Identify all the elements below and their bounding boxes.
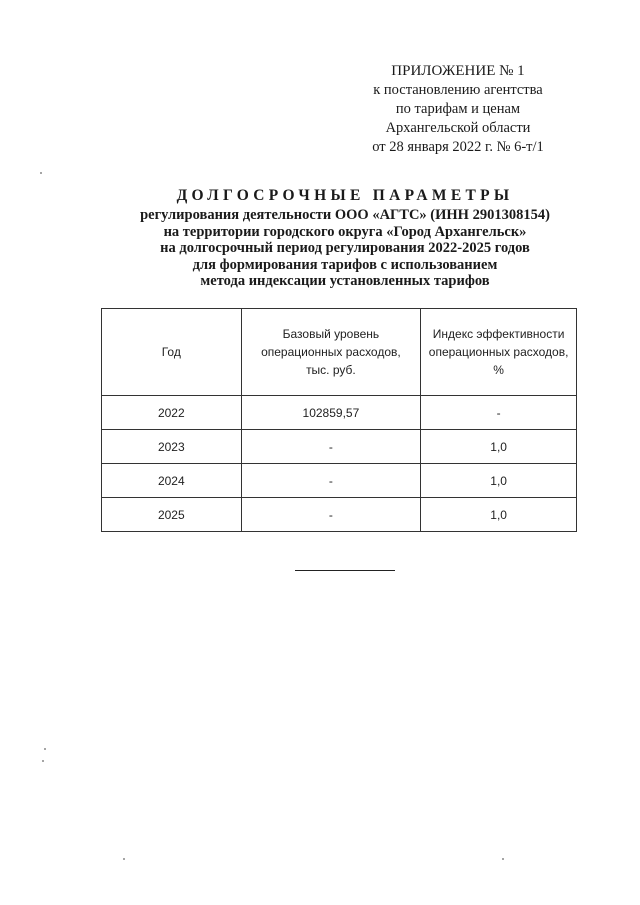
- cell-efficiency-index: 1,0: [421, 464, 577, 498]
- header-index-line-1: Индекс эффективности: [432, 327, 565, 341]
- scan-speck: [44, 748, 46, 750]
- document-title: ДОЛГОСРОЧНЫЕ ПАРАМЕТРЫ: [176, 187, 514, 204]
- cell-efficiency-index: -: [421, 396, 577, 430]
- cell-year: 2024: [102, 464, 242, 498]
- heading-line-organization: регулирования деятельности ООО «АГТС» (ИНН 2901308154): [140, 207, 550, 223]
- cell-base-level: -: [241, 464, 421, 498]
- table-row: [102, 430, 577, 464]
- header-base-line-1: Базовый уровень: [282, 327, 380, 341]
- table-header-row: [102, 309, 577, 396]
- table-row: [102, 464, 577, 498]
- scan-speck: [123, 858, 125, 860]
- header-index-line-3: %: [493, 363, 504, 377]
- appendix-number: ПРИЛОЖЕНИЕ № 1: [391, 63, 525, 79]
- scan-speck: [502, 858, 504, 860]
- scan-speck: [40, 172, 42, 174]
- header-base-line-3: тыс. руб.: [306, 363, 356, 377]
- cell-base-level: -: [241, 498, 421, 532]
- header-base-line-2: операционных расходов,: [261, 345, 401, 359]
- cell-year: 2022: [102, 396, 242, 430]
- closing-divider: [295, 570, 395, 571]
- header-base-level: [241, 309, 421, 396]
- heading-line-territory: на территории городского округа «Город Архангельск»: [163, 223, 527, 240]
- cell-efficiency-index: 1,0: [421, 498, 577, 532]
- document-heading: [60, 185, 630, 290]
- header-year: Год: [102, 309, 242, 396]
- heading-line-method: метода индексации установленных тарифов: [200, 273, 490, 290]
- cell-efficiency-index: 1,0: [421, 430, 577, 464]
- table-row: [102, 498, 577, 532]
- heading-line-purpose: для формирования тарифов с использованием: [192, 256, 498, 273]
- appendix-line-date: от 28 января 2022 г. № 6-т/1: [372, 139, 544, 155]
- parameters-table: [101, 308, 577, 532]
- header-efficiency-index: [421, 309, 577, 396]
- cell-base-level: -: [241, 430, 421, 464]
- appendix-block: [340, 62, 576, 157]
- appendix-line-region: Архангельской области: [385, 120, 531, 136]
- heading-line-period: на долгосрочный период регулирования 2022-2025 годов: [160, 240, 530, 257]
- header-index-line-2: операционных расходов,: [428, 345, 569, 359]
- appendix-line-resolution: к постановлению агентства: [373, 82, 543, 98]
- cell-base-level: 102859,57: [241, 396, 421, 430]
- table-row: [102, 396, 577, 430]
- appendix-line-agency: по тарифам и ценам: [395, 101, 521, 117]
- scan-speck: [42, 760, 44, 762]
- cell-year: 2023: [102, 430, 242, 464]
- cell-year: 2025: [102, 498, 242, 532]
